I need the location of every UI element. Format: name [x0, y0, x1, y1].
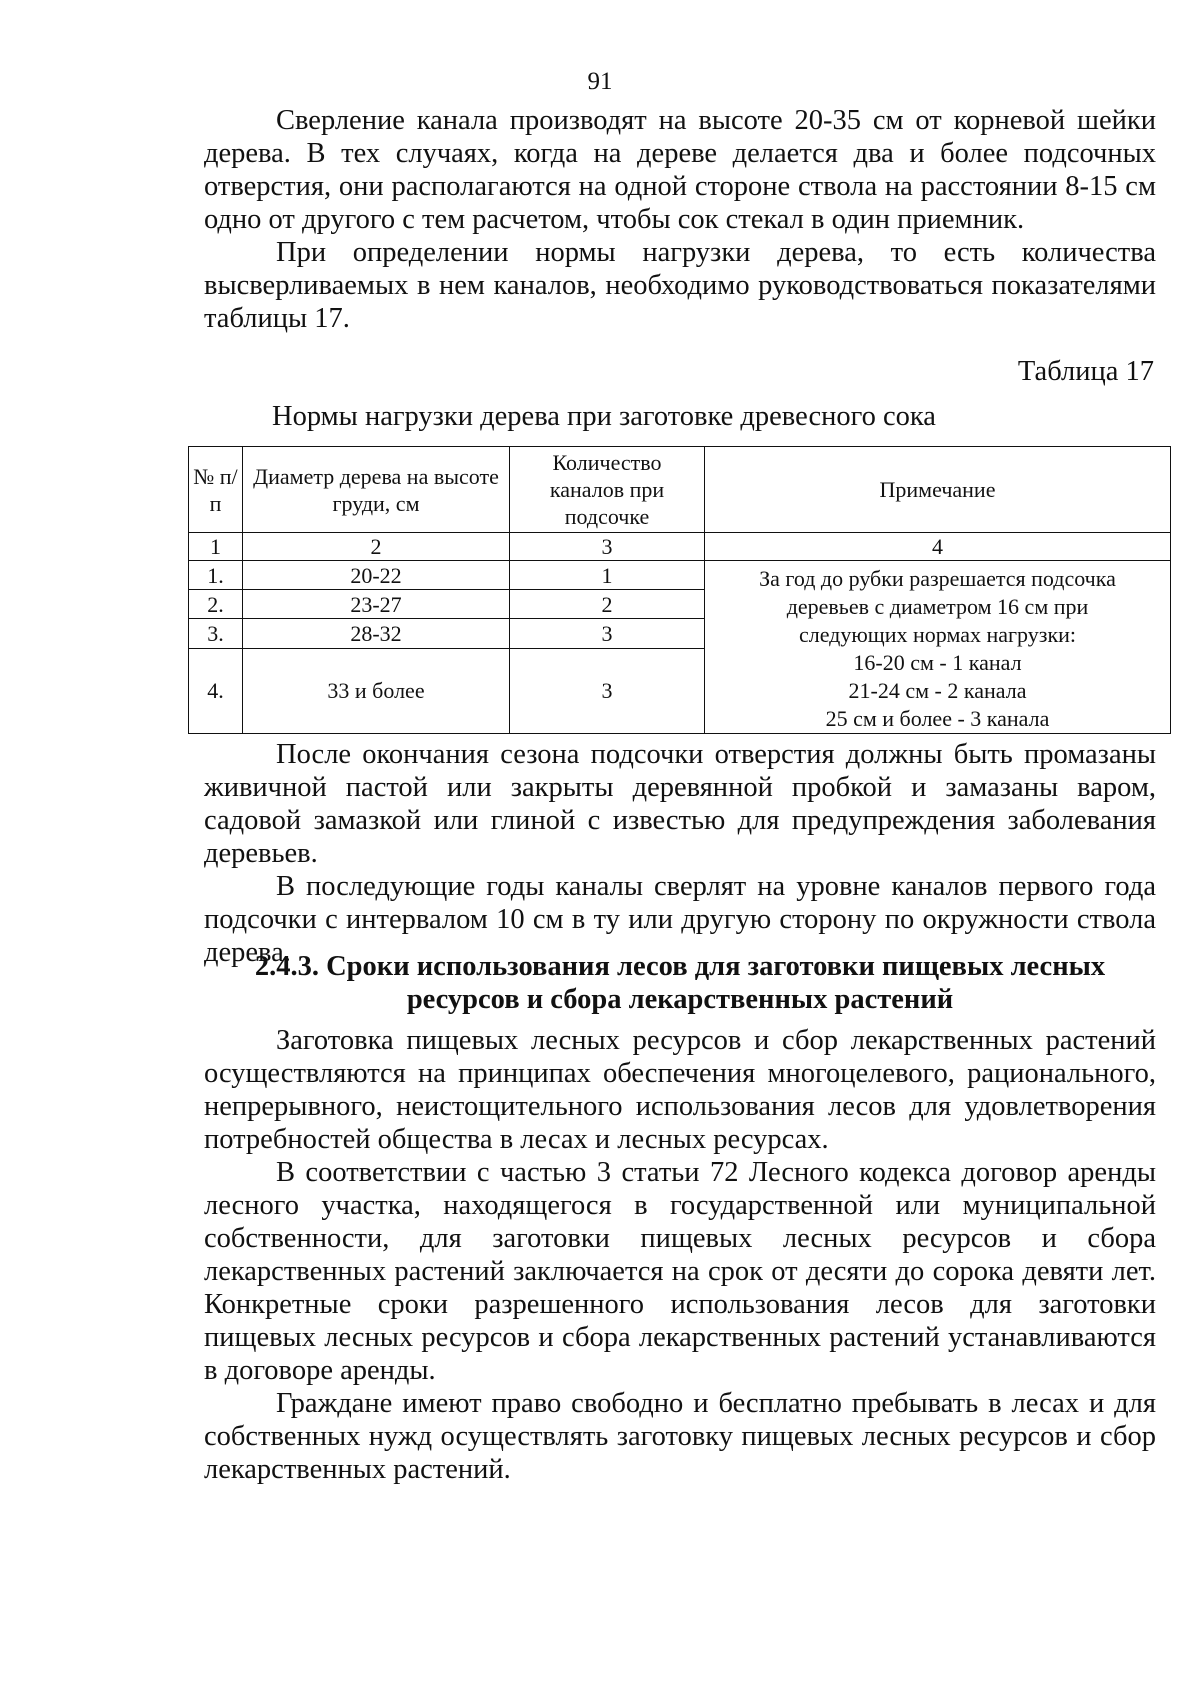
section-heading [204, 950, 1156, 1016]
column-number: 1 [189, 533, 243, 561]
row-number: 4. [189, 648, 243, 733]
header-number: № п/п [189, 447, 243, 533]
paragraph-citizens-rights: Граждане имеют право свободно и бесплатно пребывать в лесах и для собственных нужд осуществлять заготовку пищевых лесных ресурсов и сбор лекарственных растений. [204, 1388, 1156, 1485]
header-note: Примечание [705, 447, 1171, 533]
row-channels: 1 [510, 561, 705, 590]
table-header-row [189, 447, 1171, 533]
intro-text [204, 104, 1156, 335]
row-diameter: 28-32 [243, 619, 510, 648]
note-line: За год до рубки разрешается подсочка [759, 566, 1116, 591]
row-number: 1. [189, 561, 243, 590]
note-line: 25 см и более - 3 канала [825, 706, 1050, 731]
header-channels: Количество каналов при подсочке [510, 447, 705, 533]
row-channels: 2 [510, 590, 705, 619]
paragraph-lease-terms: В соответствии с частью 3 статьи 72 Лесного кодекса договор аренды лесного участка, находящегося в государственной или муниципальной собственности, для заготовки пищевых лесных ресурсов и сбора лекарственных растений заключается на срок от десяти до сорока девяти лет. Конкретные сроки разрешенного использования лесов для заготовки пищевых лесных ресурсов и сбора лекарственных растений устанавливаются в договоре аренды. [204, 1157, 1156, 1386]
row-channels: 3 [510, 648, 705, 733]
section-text [204, 1024, 1156, 1486]
paragraph-load-norm: При определении нормы нагрузки дерева, то есть количества высверливаемых в нем каналов, необходимо руководствоваться показателями таблицы 17. [204, 237, 1156, 334]
row-diameter: 20-22 [243, 561, 510, 590]
note-line: 16-20 см - 1 канал [853, 650, 1022, 675]
note-line: деревьев с диаметром 16 см при [786, 594, 1089, 619]
page-number: 91 [587, 68, 613, 95]
table-caption: Нормы нагрузки дерева при заготовке древесного сока [272, 401, 936, 432]
header-diameter: Диаметр дерева на высоте груди, см [243, 447, 510, 533]
section-heading-line: ресурсов и сбора лекарственных растений [406, 984, 954, 1015]
norms-table [188, 446, 1171, 734]
after-table-text [204, 738, 1156, 969]
paragraph-principles: Заготовка пищевых лесных ресурсов и сбор лекарственных растений осуществляются на принципах обеспечения многоцелевого, рационального, непрерывного, неистощительного использования лесов для удовлетворения потребностей общества в лесах и лесных ресурсах. [204, 1025, 1156, 1155]
row-diameter: 23-27 [243, 590, 510, 619]
section-heading-line: 2.4.3. Сроки использования лесов для заготовки пищевых лесных [254, 951, 1106, 982]
column-number: 2 [243, 533, 510, 561]
table-row [189, 561, 1171, 590]
note-line: следующих нормах нагрузки: [798, 622, 1077, 647]
table-column-numbers-row [189, 533, 1171, 561]
row-diameter: 33 и более [243, 648, 510, 733]
table-label: Таблица 17 [1017, 356, 1154, 387]
row-number: 2. [189, 590, 243, 619]
column-number: 3 [510, 533, 705, 561]
row-channels: 3 [510, 619, 705, 648]
paragraph-after-season: После окончания сезона подсочки отверстия должны быть промазаны живичной пастой или закрыты деревянной пробкой и замазаны варом, садовой замазкой или глиной с известью для предупреждения заболевания деревьев. [204, 739, 1156, 869]
column-number: 4 [705, 533, 1171, 561]
paragraph-drilling: Сверление канала производят на высоте 20-35 см от корневой шейки дерева. В тех случаях, когда на дереве делается два и более подсочных отверстия, они располагаются на одной стороне ствола на расстоянии 8-15 см одно от другого с тем расчетом, чтобы сок стекал в один приемник. [204, 105, 1156, 235]
note-cell [705, 561, 1171, 734]
note-line: 21-24 см - 2 канала [848, 678, 1027, 703]
paragraph-following-years: В последующие годы каналы сверлят на уровне каналов первого года подсочки с интервалом 10 см в ту или другую сторону по окружности ствола дерева. [204, 871, 1156, 968]
row-number: 3. [189, 619, 243, 648]
